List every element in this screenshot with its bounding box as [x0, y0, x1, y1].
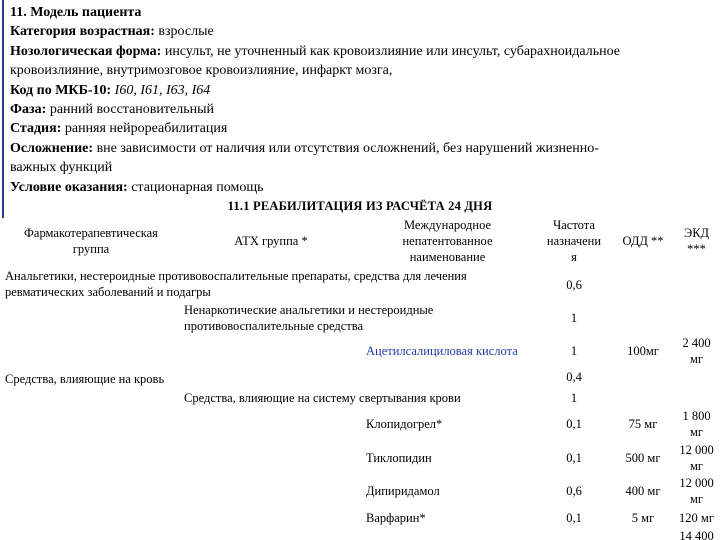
table-row: Средства, влияющие на систему свертывания крови [184, 391, 461, 405]
header-ekd: ЭКД *** [683, 226, 710, 256]
ekd-value: 2 400 мг [682, 336, 711, 366]
frequency-value: 0,1 [566, 451, 582, 465]
inn-name: Дипиридамол [366, 484, 440, 498]
header-frequency: Частота назначени я [546, 218, 602, 264]
table-row: Анальгетики, нестероидные противовоспалительные препараты, средства для лечения ревматических заболеваний и подагры [5, 269, 467, 299]
ekd-value: 12 000 мг [679, 476, 714, 506]
complication: Осложнение: вне зависимости от наличия или отсутствия осложнений, без нарушений жизненно- [10, 140, 599, 156]
table-header [0, 215, 720, 265]
frequency-value: 1 [570, 344, 578, 358]
left-rule [2, 0, 4, 218]
header-pharmacotherapeutic-group: Фармакотерапевтическая группа [24, 226, 158, 256]
inn-name: Клопидогрел* [366, 417, 443, 431]
icd-code: Код по МКБ-10: I60, I61, I63, I64 [10, 82, 211, 98]
care-condition: Условие оказания: стационарная помощь [10, 179, 264, 195]
ekd-value: 14 400 [679, 529, 714, 540]
header-odd: ОДД ** [622, 234, 664, 248]
odd-value: 75 мг [628, 417, 658, 431]
frequency-value: 1 [570, 311, 578, 325]
frequency-value: 0,6 [566, 484, 582, 498]
header-inn: Международное непатентованное наименование [402, 218, 493, 264]
stage: Стадия: ранняя нейрореабилитация [10, 121, 228, 137]
frequency-value: 1 [570, 391, 578, 405]
inn-name: Ацетилсалициловая кислота [366, 344, 518, 358]
patient-model-heading: 11. Модель пациента [10, 5, 142, 20]
nosology: Нозологическая форма: инсульт, не уточненный как кровоизлияние или инсульт, субарахноидальное [10, 43, 620, 59]
ekd-value: 12 000 мг [679, 443, 714, 473]
ekd-value: 1 800 мг [682, 409, 711, 439]
inn-name: Варфарин* [366, 511, 426, 525]
patient-model-block [10, 3, 715, 197]
odd-value: 500 мг [625, 451, 661, 465]
inn-name: Тиклопидин [366, 451, 432, 465]
table-row: Ненаркотические анальгетики и нестероидные противовоспалительные средства [184, 303, 434, 333]
phase: Фаза: ранний восстановительный [10, 102, 214, 118]
odd-value: 100мг [627, 344, 659, 358]
nosology-continued: кровоизлияние, внутримозговое кровоизлияние, инфаркт мозга, [10, 63, 393, 79]
odd-value: 5 мг [631, 511, 655, 525]
frequency-value: 0,4 [566, 370, 582, 384]
frequency-value: 0,1 [566, 417, 582, 431]
odd-value: 400 мг [625, 484, 661, 498]
section-title: 11.1 РЕАБИЛИТАЦИЯ ИЗ РАСЧЁТА 24 ДНЯ [227, 199, 493, 213]
table-row: Средства, влияющие на кровь [5, 372, 165, 386]
complication-continued: важных функций [10, 160, 113, 176]
frequency-value: 0,6 [566, 278, 582, 292]
frequency-value: 0,1 [566, 511, 582, 525]
ekd-value: 120 мг [679, 511, 714, 525]
header-atc-group: АТХ группа * [234, 234, 308, 248]
age-category: Категория возрастная: взрослые [10, 24, 214, 40]
